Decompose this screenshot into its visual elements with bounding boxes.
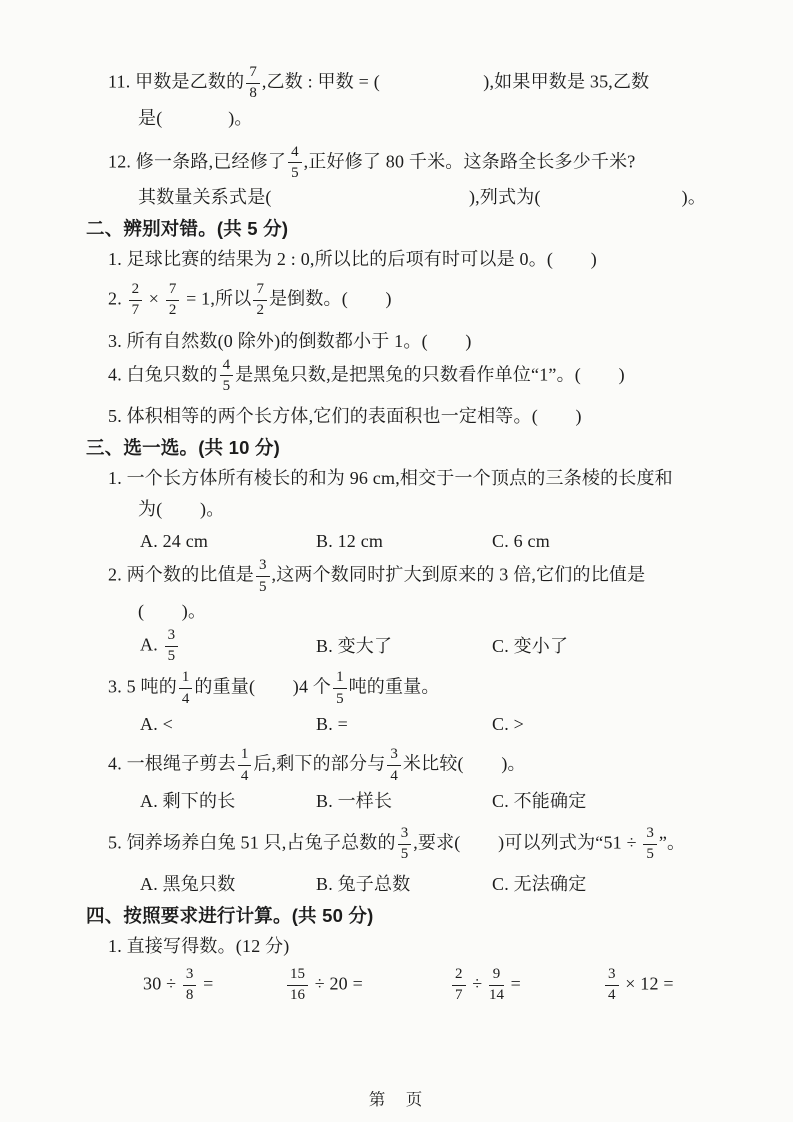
text-run: 1. 一个长方体所有棱长的和为 96 cm,相交于一个顶点的三条棱的长度和 <box>108 468 673 488</box>
text-run: C. 6 cm <box>492 531 550 552</box>
fraction-numerator: 3 <box>165 627 179 647</box>
option-cell <box>492 526 550 557</box>
fraction-numerator: 3 <box>387 746 401 766</box>
calc-expression <box>143 966 285 1005</box>
fraction-numerator: 3 <box>643 825 657 845</box>
text-run: 12. 修一条路,已经修了 <box>108 150 287 171</box>
text-run: 5. 体积相等的两个长方体,它们的表面积也一定相等。( ) <box>108 406 582 426</box>
page-number-label: 第 页 <box>368 1091 425 1109</box>
calc-instruction <box>0 931 793 962</box>
mc-question-4 <box>0 746 793 785</box>
fraction <box>331 669 349 708</box>
tf-question-4 <box>0 357 793 396</box>
calc-expression <box>450 966 603 1005</box>
question-12-line-2 <box>0 182 793 213</box>
text-run: 二、辨别对错。(共 5 分) <box>86 218 289 239</box>
mc-question-5 <box>0 825 793 864</box>
mc-question-4-options <box>0 785 793 817</box>
fraction-denominator: 14 <box>488 987 504 1004</box>
fraction <box>450 966 468 1005</box>
tf-question-2 <box>0 281 793 320</box>
option-cell <box>140 526 316 557</box>
option-cell <box>316 709 492 740</box>
text-run: 1. 足球比赛的结果为 2 : 0,所以比的后项有时可以是 0。( ) <box>108 249 597 269</box>
calc-row <box>0 966 793 1005</box>
text-run: 1. 直接写得数。(12 分) <box>108 936 290 956</box>
text-run: ”。 <box>658 832 686 853</box>
text-run: = 1,所以 <box>181 288 252 309</box>
page-footer <box>0 1086 793 1110</box>
text-run: 3. 所有自然数(0 除外)的倒数都小于 1。( ) <box>108 330 472 351</box>
fraction-denominator: 5 <box>291 164 299 181</box>
fraction <box>603 966 621 1005</box>
text-run: 为( )。 <box>138 499 225 519</box>
text-run: 4. 白兔只数的 <box>108 363 218 384</box>
mc-question-1-line-1 <box>0 463 793 494</box>
fraction-numerator: 2 <box>129 281 143 301</box>
text-run: 2. 两个数的比值是 <box>108 564 254 585</box>
fraction <box>254 557 272 596</box>
text-run: ÷ <box>467 973 487 994</box>
text-run: ,要求( )可以列式为“51 ÷ <box>413 832 642 853</box>
option-cell <box>492 631 568 662</box>
fraction-numerator: 3 <box>256 557 270 577</box>
section-2-header <box>0 213 793 244</box>
fraction-numerator: 4 <box>288 144 302 164</box>
fraction <box>285 966 310 1005</box>
text-run: B. = <box>316 714 348 735</box>
text-run: 是倒数。( ) <box>268 288 392 309</box>
fraction-denominator: 16 <box>290 987 305 1004</box>
text-run: C. 无法确定 <box>492 874 587 894</box>
text-run: × <box>144 288 164 309</box>
fraction-denominator: 5 <box>336 690 344 707</box>
fraction-denominator: 5 <box>400 846 409 863</box>
option-cell <box>316 526 492 557</box>
text-run: 的重量( )4 个 <box>194 676 332 697</box>
text-run: × 12 = <box>620 973 674 994</box>
fraction-numerator: 7 <box>253 281 267 301</box>
text-run: C. > <box>492 714 524 735</box>
option-cell <box>140 786 316 817</box>
text-run: 吨的重量。 <box>348 676 440 697</box>
text-run: B. 12 cm <box>316 531 384 552</box>
fraction <box>641 825 659 864</box>
fraction-denominator: 4 <box>181 690 190 707</box>
text-run: A. < <box>140 714 173 735</box>
mc-question-3-options <box>0 708 793 740</box>
fraction <box>127 281 145 320</box>
fraction-denominator: 8 <box>249 85 257 102</box>
text-run: B. 变大了 <box>316 635 393 656</box>
text-run: A. 24 cm <box>140 531 209 552</box>
text-run: 5. 饲养场养白兔 51 只,占兔子总数的 <box>108 832 396 853</box>
fraction <box>236 746 254 785</box>
text-run: 4. 一根绳子剪去 <box>108 753 236 774</box>
fraction-denominator: 5 <box>167 648 176 665</box>
text-run: 30 ÷ <box>143 973 181 994</box>
text-run: A. 剩下的长 <box>140 791 236 812</box>
text-run: = <box>198 973 214 994</box>
fraction <box>218 357 236 396</box>
text-run: 三、选一选。(共 10 分) <box>86 437 280 458</box>
fraction-numerator: 4 <box>220 357 234 377</box>
text-run: B. 一样长 <box>316 791 393 812</box>
fraction-numerator: 15 <box>287 966 308 986</box>
text-run: = <box>505 973 522 994</box>
option-cell <box>316 869 492 900</box>
question-12-line-1 <box>0 144 793 183</box>
calc-expression <box>285 966 450 1005</box>
question-11-line-1 <box>0 64 793 103</box>
mc-question-1-options <box>0 525 793 557</box>
fraction <box>385 746 403 785</box>
mc-question-2-options <box>0 627 793 666</box>
fraction-denominator: 7 <box>131 302 140 319</box>
fraction <box>286 144 304 183</box>
text-run: A. <box>140 634 163 655</box>
text-run: 四、按照要求进行计算。(共 50 分) <box>86 905 374 926</box>
fraction-numerator: 1 <box>179 669 193 689</box>
text-run: 米比较( )。 <box>402 753 526 774</box>
option-cell <box>316 786 492 817</box>
mc-question-1-line-2 <box>0 494 793 525</box>
text-run: 是黑兔只数,是把黑兔的只数看作单位“1”。( ) <box>235 363 625 384</box>
mc-question-2-line-2 <box>0 596 793 627</box>
option-cell <box>140 709 316 740</box>
fraction-numerator: 3 <box>183 966 197 986</box>
calc-expression <box>603 966 674 1005</box>
text-run: 2. <box>108 288 127 309</box>
fraction-denominator: 5 <box>222 377 231 394</box>
option-cell <box>140 627 316 666</box>
text-run: 其数量关系式是( ),列式为( )。 <box>138 187 707 207</box>
fraction <box>181 966 199 1005</box>
text-run: ,乙数 : 甲数 = ( ),如果甲数是 35,乙数 <box>261 71 650 92</box>
fraction-numerator: 2 <box>452 966 466 986</box>
text-run: ÷ 20 = <box>310 973 363 994</box>
text-run: ( )。 <box>138 600 207 621</box>
text-run: ,这两个数同时扩大到原来的 3 倍,它们的比值是 <box>271 564 646 585</box>
option-cell <box>492 869 586 900</box>
text-run: 3. 5 吨的 <box>108 676 177 697</box>
question-11-line-2 <box>0 103 793 134</box>
fraction-denominator: 8 <box>185 987 194 1004</box>
fraction-denominator: 2 <box>168 302 177 319</box>
fraction-denominator: 2 <box>256 302 264 319</box>
fraction-numerator: 9 <box>489 966 504 986</box>
text-run: 是( )。 <box>138 107 253 128</box>
fraction <box>251 281 269 320</box>
fraction <box>164 281 182 320</box>
text-run: C. 不能确定 <box>492 791 587 812</box>
fraction-denominator: 4 <box>608 987 616 1004</box>
fraction-denominator: 5 <box>646 846 654 863</box>
fraction-denominator: 4 <box>390 767 398 784</box>
fraction <box>177 669 195 708</box>
tf-question-5 <box>0 401 793 432</box>
option-cell <box>316 631 492 662</box>
section-4-header <box>0 900 793 931</box>
text-run: B. 兔子总数 <box>316 874 411 894</box>
text-run: C. 变小了 <box>492 635 569 656</box>
fraction-numerator: 7 <box>166 281 180 301</box>
fraction <box>487 966 506 1005</box>
fraction-numerator: 3 <box>398 825 412 845</box>
fraction-denominator: 4 <box>240 767 249 784</box>
text-run: ,正好修了 80 千米。这条路全长多少千米? <box>303 150 636 171</box>
fraction-numerator: 3 <box>605 966 619 986</box>
text-run: A. 黑兔只数 <box>140 874 236 894</box>
option-cell <box>140 869 316 900</box>
fraction-numerator: 1 <box>238 746 252 766</box>
mc-question-2-line-1 <box>0 557 793 596</box>
fraction <box>244 64 262 103</box>
option-cell <box>492 709 524 740</box>
fraction-denominator: 5 <box>259 578 267 595</box>
tf-question-3 <box>0 326 793 357</box>
text-run: 11. 甲数是乙数的 <box>108 71 245 92</box>
text-run: 后,剩下的部分与 <box>253 753 386 774</box>
section-3-header <box>0 432 793 463</box>
mc-question-5-options <box>0 868 793 900</box>
fraction <box>163 627 181 666</box>
option-cell <box>492 786 586 817</box>
fraction-numerator: 7 <box>246 64 260 84</box>
fraction-denominator: 7 <box>455 987 463 1004</box>
tf-question-1 <box>0 244 793 275</box>
fraction-numerator: 1 <box>333 669 347 689</box>
fraction <box>396 825 414 864</box>
mc-question-3 <box>0 669 793 708</box>
